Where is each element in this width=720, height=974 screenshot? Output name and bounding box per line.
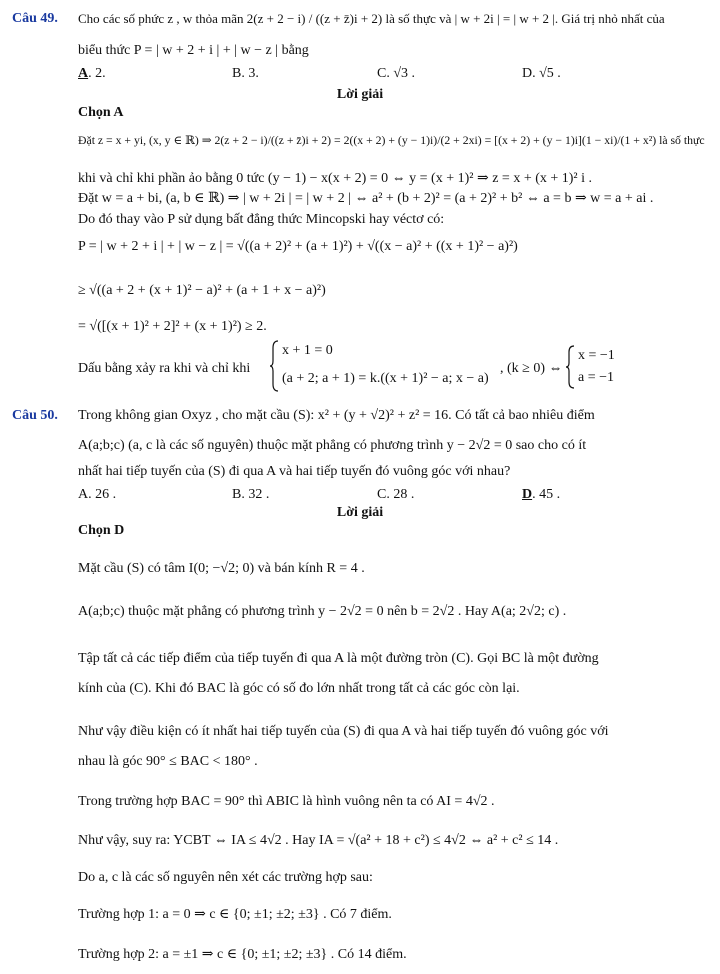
option-a bbox=[78, 66, 106, 82]
question-49-label: Câu 49. bbox=[12, 11, 58, 26]
solution-50-para-3-line-1: Tập tất cả các tiếp điểm của tiếp tuyến đi qua A là một đường tròn (C). Gọi BC là một đường bbox=[78, 651, 599, 666]
solution-title-49: Lời giải bbox=[336, 87, 384, 102]
option-d: D. √5 . bbox=[522, 66, 561, 81]
question-50-stem-line-2: A(a;b;c) (a, c là các số nguyên) thuộc mặt phẳng có phương trình y − 2√2 = 0 sao cho có ít bbox=[78, 438, 587, 453]
left-brace-icon bbox=[270, 340, 280, 392]
solution-49-line-6: ≥ √((a + 2 + (x + 1)² − a)² + (a + 1 + x − a)²) bbox=[78, 283, 326, 298]
solution-49-condition: , (k ≥ 0) ⇔ bbox=[500, 361, 563, 376]
solution-title-50: Lời giải bbox=[336, 505, 384, 520]
question-50-stem-line-1: Trong không gian Oxyz , cho mặt cầu (S): x² + (y + √2)² + z² = 16. Có tất cả bao nhiêu điểm bbox=[78, 408, 595, 423]
solution-50-para-4-line-1: Như vậy điều kiện có ít nhất hai tiếp tuyến của (S) đi qua A và hai tiếp tuyến đó vuông góc với bbox=[78, 724, 609, 739]
option-c: C. √3 . bbox=[377, 66, 416, 81]
option-a-text: . 2. bbox=[88, 66, 106, 81]
solution-49-equality-text: Dấu bằng xảy ra khi và chỉ khi bbox=[78, 361, 251, 376]
solution-50-para-7: Do a, c là các số nguyên nên xét các trường hợp sau: bbox=[78, 870, 373, 885]
left-brace-icon bbox=[566, 345, 576, 389]
solution-50-para-3-line-2: kính của (C). Khi đó BAC là góc có số đo lớn nhất trong tất cả các góc còn lại. bbox=[78, 681, 520, 696]
solution-50-case-2: Trường hợp 2: a = ±1 ⇒ c ∈ {0; ±1; ±2; ±3} . Có 14 điểm. bbox=[78, 947, 407, 962]
option-b: B. 32 . bbox=[232, 487, 270, 502]
solution-50-para-5: Trong trường hợp BAC = 90° thì ABIC là hình vuông nên ta có AI = 4√2 . bbox=[78, 794, 495, 809]
option-d-letter: D bbox=[522, 487, 533, 502]
system-1-row-2: (a + 2; a + 1) = k.((x + 1)² − a; x − a) bbox=[282, 371, 489, 386]
option-c: C. 28 . bbox=[377, 487, 415, 502]
solution-50-para-4-line-2: nhau là góc 90° ≤ BAC < 180° . bbox=[78, 754, 258, 769]
system-2-row-2: a = −1 bbox=[578, 370, 615, 385]
system-2-row-1: x = −1 bbox=[578, 348, 615, 363]
question-50-stem-line-3: nhất hai tiếp tuyến của (S) đi qua A và hai tiếp tuyến đó vuông góc với nhau? bbox=[78, 464, 511, 479]
solution-50-case-1: Trường hợp 1: a = 0 ⇒ c ∈ {0; ±1; ±2; ±3} . Có 7 điểm. bbox=[78, 907, 392, 922]
answer-choice-50: Chọn D bbox=[78, 523, 125, 538]
option-a: A. 26 . bbox=[78, 487, 117, 502]
option-d-text: . 45 . bbox=[532, 487, 561, 502]
question-50-label: Câu 50. bbox=[12, 408, 58, 423]
option-b: B. 3. bbox=[232, 66, 259, 81]
solution-49-line-2: khi và chỉ khi phần ảo bằng 0 tức (y − 1) − x(x + 2) = 0 ⇔ y = (x + 1)² ⇒ z = x + (x + 1)² i . bbox=[78, 171, 593, 186]
solution-49-line-5: P = | w + 2 + i | + | w − z | = √((a + 2)² + (a + 1)²) + √((x − a)² + ((x + 1)² − a)²) bbox=[78, 239, 518, 254]
solution-49-line-3: Đặt w = a + bi, (a, b ∈ ℝ) ⇒ | w + 2i | = | w + 2 | ⇔ a² + (b + 2)² = (a + 2)² + b² ⇔ a = b ⇒ w = a + ai . bbox=[78, 191, 654, 206]
solution-49-line-1: Đặt z = x + yi, (x, y ∈ ℝ) ⇒ 2(z + 2 − i)/((z + z̄)i + 2) = 2((x + 2) + (y − 1)i)/(2 + 2xi) = [(x + 2) + (y − 1)i](1 − xi)/(1 + x²) là số thực bbox=[78, 134, 705, 147]
system-1-row-1: x + 1 = 0 bbox=[282, 343, 333, 358]
question-49-stem-line-1: Cho các số phức z , w thỏa mãn 2(z + 2 − i) / ((z + z̄)i + 2) là số thực và | w + 2i | = | w + 2 |. Giá trị nhỏ nhất của bbox=[78, 11, 665, 26]
answer-choice-49: Chọn A bbox=[78, 105, 124, 120]
question-49-stem-line-2: biểu thức P = | w + 2 + i | + | w − z | bằng bbox=[78, 43, 309, 58]
solution-50-para-6: Như vậy, suy ra: YCBT ⇔ IA ≤ 4√2 . Hay IA = √(a² + 18 + c²) ≤ 4√2 ⇔ a² + c² ≤ 14 . bbox=[78, 833, 559, 848]
option-a-letter: A bbox=[78, 66, 89, 81]
solution-50-para-1: Mặt cầu (S) có tâm I(0; −√2; 0) và bán kính R = 4 . bbox=[78, 561, 365, 576]
solution-49-line-7: = √([(x + 1)² + 2]² + (x + 1)²) ≥ 2. bbox=[78, 319, 267, 334]
solution-49-line-4: Do đó thay vào P sử dụng bất đẳng thức Mincopski hay véctơ có: bbox=[78, 212, 445, 227]
solution-50-para-2: A(a;b;c) thuộc mặt phẳng có phương trình y − 2√2 = 0 nên b = 2√2 . Hay A(a; 2√2; c) . bbox=[78, 604, 567, 619]
option-d bbox=[522, 487, 560, 503]
